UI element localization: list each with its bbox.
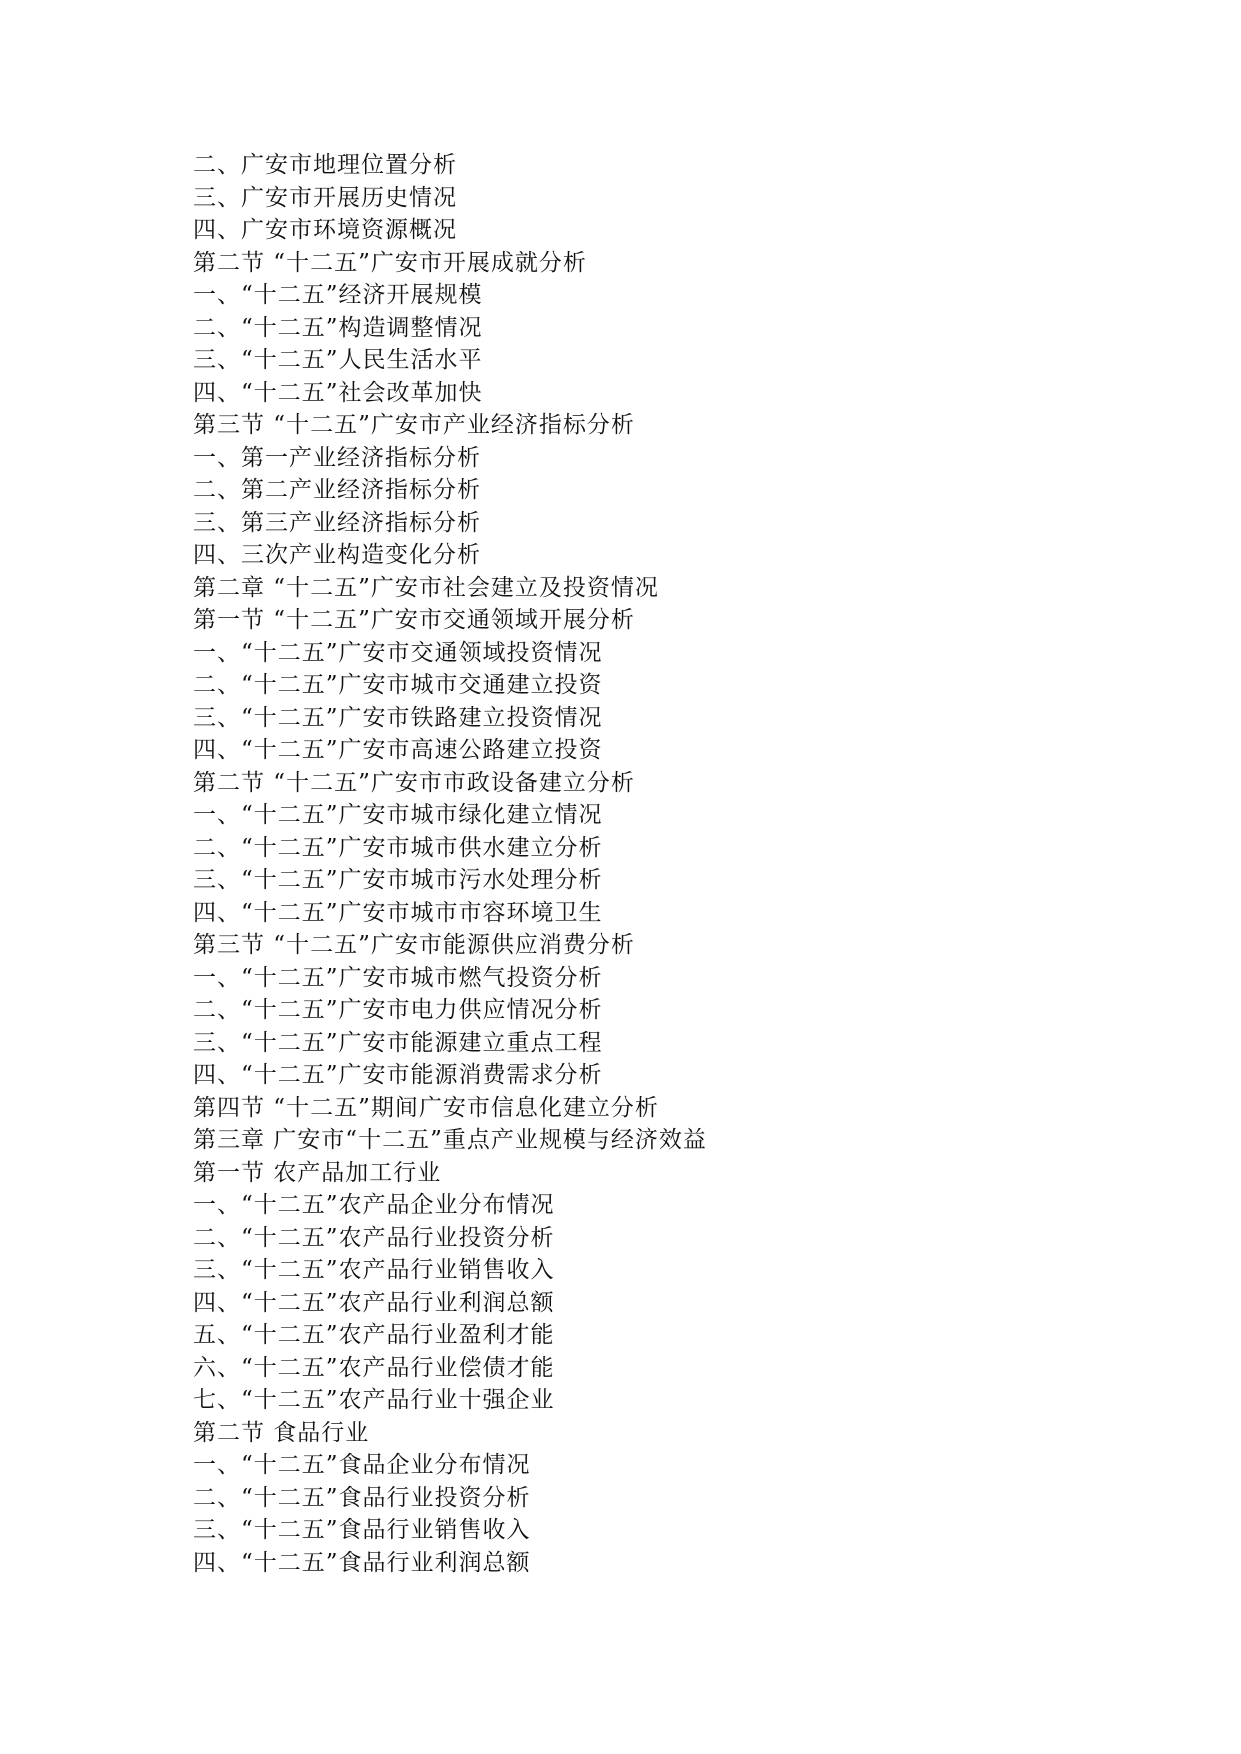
toc-entry: 一、第一产业经济指标分析 xyxy=(193,444,481,471)
toc-entry: 三、“十二五”农产品行业销售收入 xyxy=(193,1257,555,1283)
toc-entry: 三、“十二五”广安市能源建立重点工程 xyxy=(193,1029,603,1056)
toc-entry: 六、“十二五”农产品行业偿债才能 xyxy=(193,1354,555,1381)
toc-entry: 四、“十二五”社会改革加快 xyxy=(193,379,483,406)
toc-entry: 二、“十二五”广安市电力供应情况分析 xyxy=(193,997,603,1023)
toc-entry: 三、“十二五”广安市城市污水处理分析 xyxy=(193,867,603,893)
toc-entry: 第三节 “十二五”广安市产业经济指标分析 xyxy=(193,412,635,438)
toc-entry: 第四节 “十二五”期间广安市信息化建立分析 xyxy=(193,1094,659,1121)
toc-entry: 四、“十二五”广安市高速公路建立投资 xyxy=(193,737,603,763)
toc-entry: 第一节 农产品加工行业 xyxy=(193,1159,442,1186)
toc-entry: 第二节 “十二五”广安市开展成就分析 xyxy=(193,249,587,276)
toc-entry: 二、第二产业经济指标分析 xyxy=(193,477,481,503)
toc-entry: 一、“十二五”食品企业分布情况 xyxy=(193,1452,531,1478)
toc-entry: 四、三次产业构造变化分析 xyxy=(193,542,481,568)
toc-entry: 一、“十二五”广安市城市绿化建立情况 xyxy=(193,802,603,828)
toc-entry: 四、“十二五”广安市城市市容环境卫生 xyxy=(193,899,603,926)
toc-entry: 第二节 “十二五”广安市市政设备建立分析 xyxy=(193,769,635,796)
toc-entry: 二、“十二五”构造调整情况 xyxy=(193,314,483,341)
toc-entry: 一、“十二五”农产品企业分布情况 xyxy=(193,1192,555,1218)
toc-entry: 二、“十二五”广安市城市交通建立投资 xyxy=(193,672,603,698)
toc-entry: 第三章 广安市“十二五”重点产业规模与经济效益 xyxy=(193,1127,707,1153)
toc-entry: 三、“十二五”广安市铁路建立投资情况 xyxy=(193,704,603,731)
toc-entry: 二、“十二五”广安市城市供水建立分析 xyxy=(193,834,603,861)
toc-entry: 三、广安市开展历史情况 xyxy=(193,184,457,211)
toc-entry: 第二节 食品行业 xyxy=(193,1419,370,1446)
toc-entry: 三、“十二五”人民生活水平 xyxy=(193,347,483,373)
toc-entry: 四、“十二五”广安市能源消费需求分析 xyxy=(193,1062,603,1088)
toc-entry: 四、“十二五”农产品行业利润总额 xyxy=(193,1289,555,1316)
toc-entry: 第三节 “十二五”广安市能源供应消费分析 xyxy=(193,932,635,958)
toc-entry: 一、“十二五”广安市交通领域投资情况 xyxy=(193,639,603,666)
toc-entry: 二、广安市地理位置分析 xyxy=(193,152,457,178)
toc-entry: 一、“十二五”经济开展规模 xyxy=(193,282,483,308)
toc-entry: 四、“十二五”食品行业利润总额 xyxy=(193,1549,531,1576)
table-of-contents xyxy=(193,149,707,1579)
toc-entry: 第一节 “十二五”广安市交通领域开展分析 xyxy=(193,607,635,633)
toc-entry: 四、广安市环境资源概况 xyxy=(193,217,457,243)
toc-entry: 三、“十二五”食品行业销售收入 xyxy=(193,1517,531,1543)
toc-entry: 二、“十二五”食品行业投资分析 xyxy=(193,1484,531,1511)
toc-entry: 第二章 “十二五”广安市社会建立及投资情况 xyxy=(193,574,659,601)
toc-entry: 七、“十二五”农产品行业十强企业 xyxy=(193,1387,555,1413)
toc-entry: 五、“十二五”农产品行业盈利才能 xyxy=(193,1322,555,1348)
toc-entry: 三、第三产业经济指标分析 xyxy=(193,509,481,536)
toc-entry: 二、“十二五”农产品行业投资分析 xyxy=(193,1224,555,1251)
toc-entry: 一、“十二五”广安市城市燃气投资分析 xyxy=(193,964,603,991)
